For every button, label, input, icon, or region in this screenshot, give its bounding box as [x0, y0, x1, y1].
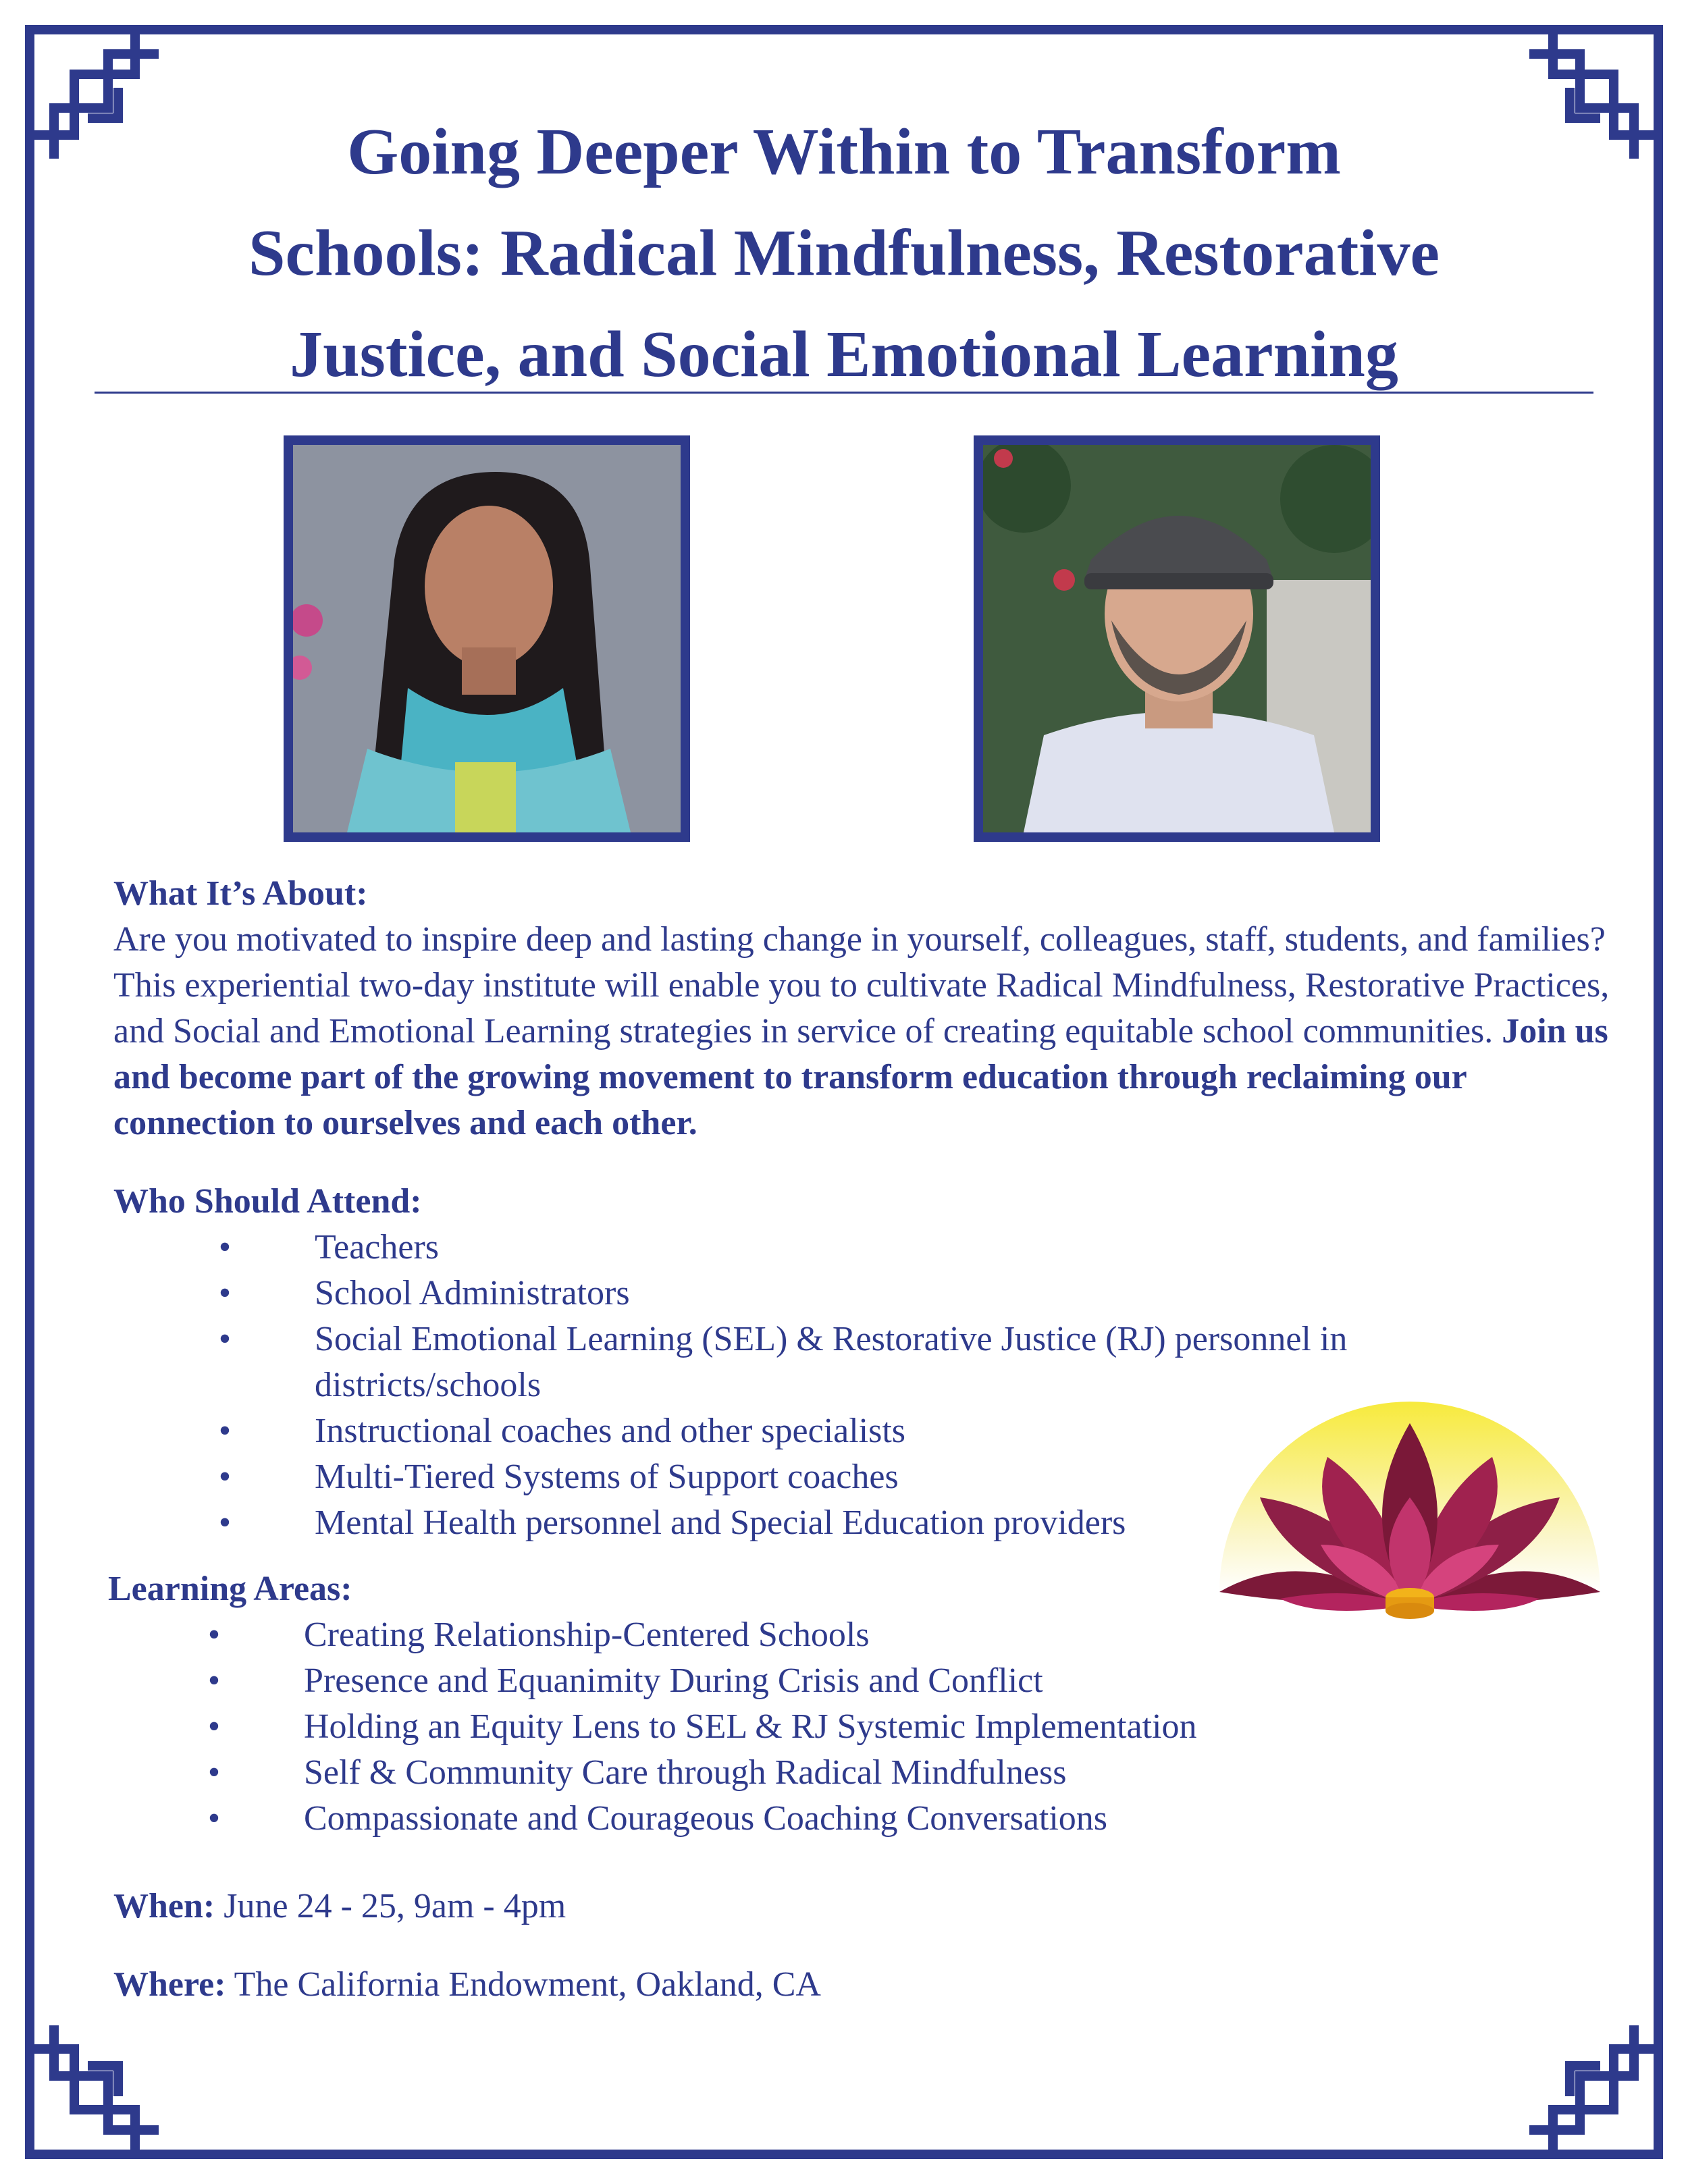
bullet-icon: •	[218, 1320, 232, 1358]
about-emphasis: Join us and become part of the growing movement to transform education through reclaiming our connection to ourselves and each other.	[113, 1012, 1608, 1142]
when-label: When:	[113, 1887, 215, 1925]
list-item: • Teachers	[113, 1225, 1619, 1271]
areas-heading: Learning Areas:	[108, 1570, 352, 1608]
where-section	[113, 1962, 1619, 2008]
about-heading: What It’s About:	[113, 874, 368, 913]
bullet-icon: •	[218, 1274, 232, 1312]
title-divider	[95, 392, 1593, 394]
bullet-icon: •	[218, 1412, 232, 1450]
when-value: June 24 - 25, 9am - 4pm	[215, 1887, 566, 1925]
presenter-photo-woman	[284, 435, 690, 842]
bullet-icon: •	[207, 1661, 221, 1700]
where-label: Where:	[113, 1965, 226, 2004]
list-item: • Mental Health personnel and Special Education providers	[113, 1500, 1619, 1546]
bullet-icon: •	[207, 1799, 221, 1838]
list-item: • Self & Community Care through Radical Mindfulness	[108, 1750, 1614, 1796]
title-line-1: Going Deeper Within to Transform	[347, 115, 1341, 188]
list-item: • Instructional coaches and other specialists	[113, 1408, 1619, 1454]
lotus-sun-icon	[1219, 1396, 1600, 1666]
list-item: • Compassionate and Courageous Coaching Conversations	[108, 1796, 1614, 1842]
about-body	[113, 917, 1619, 1146]
bullet-icon: •	[218, 1458, 232, 1496]
when-section	[113, 1884, 1619, 1929]
bullet-icon: •	[207, 1707, 221, 1746]
list-item: • School Administrators	[113, 1271, 1619, 1316]
list-item: • Multi-Tiered Systems of Support coaches	[113, 1454, 1619, 1500]
greek-key-corner-icon-bottom-right	[1529, 2025, 1658, 2154]
list-item: • Creating Relationship-Centered Schools	[108, 1612, 1614, 1658]
page-title	[95, 101, 1593, 405]
list-item: • Presence and Equanimity During Crisis and Conflict	[108, 1658, 1614, 1704]
bullet-icon: •	[218, 1228, 232, 1267]
where-value: The California Endowment, Oakland, CA	[226, 1965, 821, 2004]
title-line-2: Schools: Radical Mindfulness, Restorative	[248, 217, 1440, 290]
bullet-icon: •	[207, 1616, 221, 1654]
attend-heading: Who Should Attend:	[113, 1182, 422, 1221]
bullet-icon: •	[207, 1753, 221, 1792]
greek-key-corner-icon-bottom-left	[30, 2025, 159, 2154]
presenter-photo-man	[974, 435, 1380, 842]
about-body-text: Are you motivated to inspire deep and lasting change in yourself, colleagues, staff, students, and families? This experiential two-day institute will enable you to cultivate Radical Mindfulness, Restorative Practices, and Social and Emotional Learning strategies in service of creating equitable school communities.	[113, 920, 1610, 1050]
about-section	[113, 871, 1619, 1146]
list-item: • Holding an Equity Lens to SEL & RJ Systemic Implementation	[108, 1704, 1614, 1750]
bullet-icon: •	[218, 1503, 232, 1542]
title-line-3: Justice, and Social Emotional Learning	[290, 318, 1398, 391]
list-item: • Social Emotional Learning (SEL) & Restorative Justice (RJ) personnel in districts/schools	[113, 1316, 1557, 1408]
